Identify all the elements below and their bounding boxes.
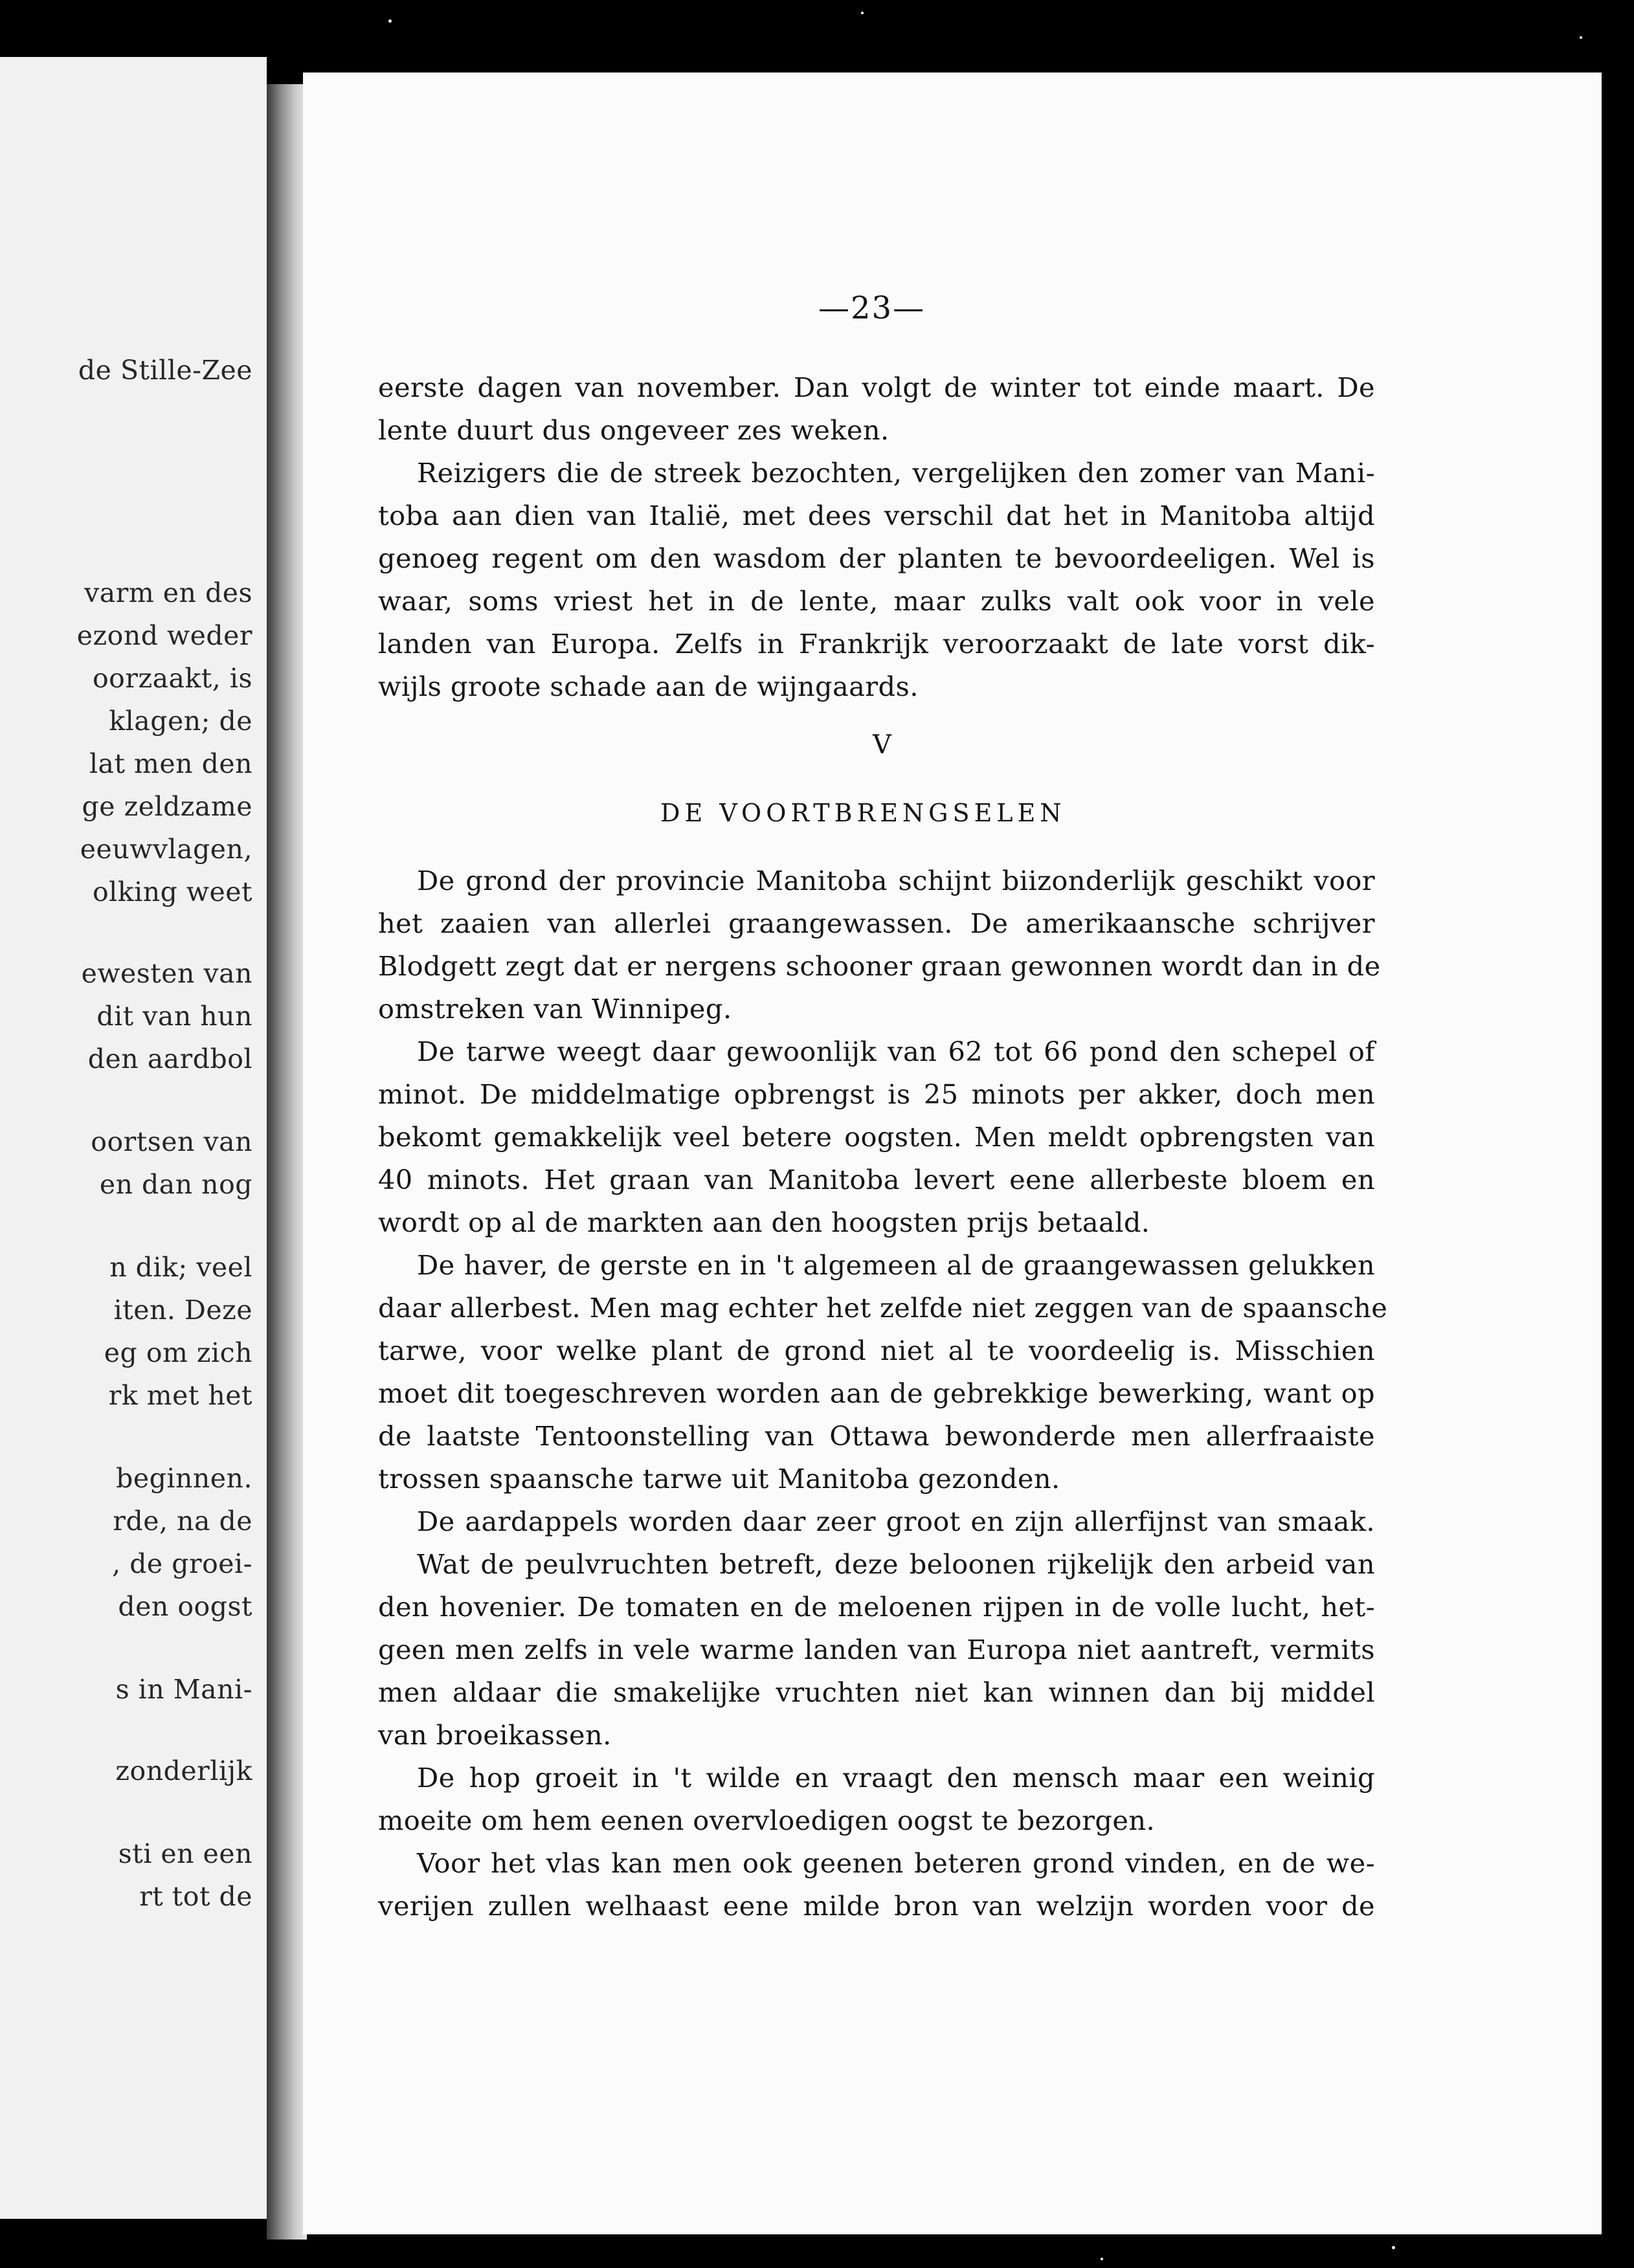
left-page-line: oortsen van (91, 1126, 252, 1157)
scan-speck (1580, 36, 1582, 39)
text-line: lente duurt dus ongeveer zes weken. (378, 414, 890, 446)
left-page-line: zonderlijk (115, 1755, 252, 1786)
text-line: landen van Europa. Zelfs in Frankrijk veroorzaakt de late vorst dik- (378, 628, 1375, 660)
scan-speck (388, 19, 392, 23)
text-line: men aldaar die smakelijke vruchten niet kan winnen dan bij middel (378, 1676, 1375, 1708)
text-line: De hop groeit in 't wilde en vraagt den mensch maar een weinig (417, 1762, 1375, 1794)
left-page-line: ezond weder (76, 620, 252, 651)
text-line: van broeikassen. (378, 1719, 612, 1751)
text-line: De tarwe weegt daar gewoonlijk van 62 tot 66 pond den schepel of (417, 1036, 1375, 1067)
scan-speck (1392, 2246, 1395, 2249)
left-page-line: dit van hun (96, 1001, 252, 1032)
left-page-line: beginnen. (116, 1463, 252, 1494)
left-page-line: n dik; veel (109, 1252, 252, 1283)
left-page-line: sti en een (118, 1838, 252, 1869)
text-line: moet dit toegeschreven worden aan de gebrekkige bewerking, want op (378, 1377, 1375, 1409)
text-line: Reizigers die de streek bezochten, vergelijken den zomer van Mani- (417, 457, 1375, 489)
text-line: wijls groote schade aan de wijngaards. (378, 671, 919, 702)
text-line: De grond der provincie Manitoba schijnt biizonderlijk geschikt voor (417, 865, 1375, 896)
text-line: Voor het vlas kan men ook geenen beteren grond vinden, en de we- (417, 1847, 1375, 1879)
left-page-line: rde, na de (113, 1506, 252, 1537)
left-page-line: den oogst (118, 1591, 252, 1622)
text-line: eerste dagen van november. Dan volgt de winter tot einde maart. De (378, 372, 1375, 403)
text-line: 40 minots. Het graan van Manitoba levert eene allerbeste bloem en (378, 1164, 1375, 1195)
text-line: waar, soms vriest het in de lente, maar zulks valt ook voor in vele (378, 585, 1375, 617)
left-page-line: ewesten van (81, 958, 252, 989)
left-page-line: varm en des (84, 577, 252, 608)
text-line: tarwe, voor welke plant de grond niet al te voordeelig is. Misschien (378, 1335, 1375, 1366)
left-page-line: lat men den (89, 748, 252, 779)
left-page-line: de Stille-Zee (78, 355, 252, 386)
text-line: moeite om hem eenen overvloedigen oogst te bezorgen. (378, 1805, 1156, 1836)
text-line: daar allerbest. Men mag echter het zelfde niet zeggen van de spaansche (378, 1292, 1388, 1324)
text-line: bekomt gemakkelijk veel betere oogsten. Men meldt opbrengsten van (378, 1121, 1375, 1153)
text-line: De haver, de gerste en in 't algemeen al de graangewassen gelukken (417, 1249, 1375, 1281)
left-page-line: rt tot de (139, 1881, 252, 1912)
left-page-line: iten. Deze (113, 1295, 252, 1326)
text-line: minot. De middelmatige opbrengst is 25 minots per akker, doch men (378, 1078, 1375, 1110)
left-page-line: oorzaakt, is (93, 663, 252, 694)
page-number: —23— (818, 290, 926, 326)
text-line: trossen spaansche tarwe uit Manitoba gezonden. (378, 1463, 1060, 1495)
text-line: Wat de peulvruchten betreft, deze beloonen rijkelijk den arbeid van (417, 1548, 1375, 1580)
left-page-line: en dan nog (99, 1169, 252, 1200)
left-page-line: s in Mani- (115, 1674, 252, 1705)
section-numeral: V (873, 730, 891, 760)
left-page-line: rk met het (108, 1380, 252, 1411)
text-line: Blodgett zegt dat er nergens schooner graan gewonnen wordt dan in de (378, 950, 1381, 982)
text-line: geen men zelfs in vele warme landen van Europa niet aantreft, vermits (378, 1634, 1375, 1665)
scan-speck (1101, 2258, 1103, 2260)
left-page-line: den aardbol (87, 1043, 252, 1074)
left-page-line: olking weet (92, 876, 252, 907)
section-title: DE VOORTBRENGSELEN (660, 799, 1066, 827)
text-line: De aardappels worden daar zeer groot en zijn allerfijnst van smaak. (417, 1506, 1375, 1537)
left-page-line: eeuwvlagen, (80, 834, 252, 865)
left-page-line: eg om zich (104, 1337, 252, 1368)
text-line: genoeg regent om den wasdom der planten te bevoordeeligen. Wel is (378, 542, 1375, 574)
left-page-line: ge zeldzame (82, 791, 252, 822)
text-line: het zaaien van allerlei graangewassen. De amerikaansche schrijver (378, 907, 1375, 939)
left-page-line: , de groei- (112, 1548, 252, 1579)
text-line: de laatste Tentoonstelling van Ottawa bewonderde men allerfraaiste (378, 1420, 1375, 1452)
text-line: den hovenier. De tomaten en de meloenen rijpen in de volle lucht, het- (378, 1591, 1375, 1623)
left-page (0, 57, 267, 2219)
text-line: verijen zullen welhaast eene milde bron van welzijn worden voor de (378, 1890, 1375, 1922)
page-gutter (267, 84, 307, 2240)
text-line: wordt op al de markten aan den hoogsten prijs betaald. (378, 1206, 1150, 1238)
text-line: omstreken van Winnipeg. (378, 993, 732, 1025)
text-line: toba aan dien van Italië, met dees verschil dat het in Manitoba altijd (378, 500, 1375, 531)
scan-speck (861, 12, 864, 14)
left-page-line: klagen; de (109, 706, 252, 737)
